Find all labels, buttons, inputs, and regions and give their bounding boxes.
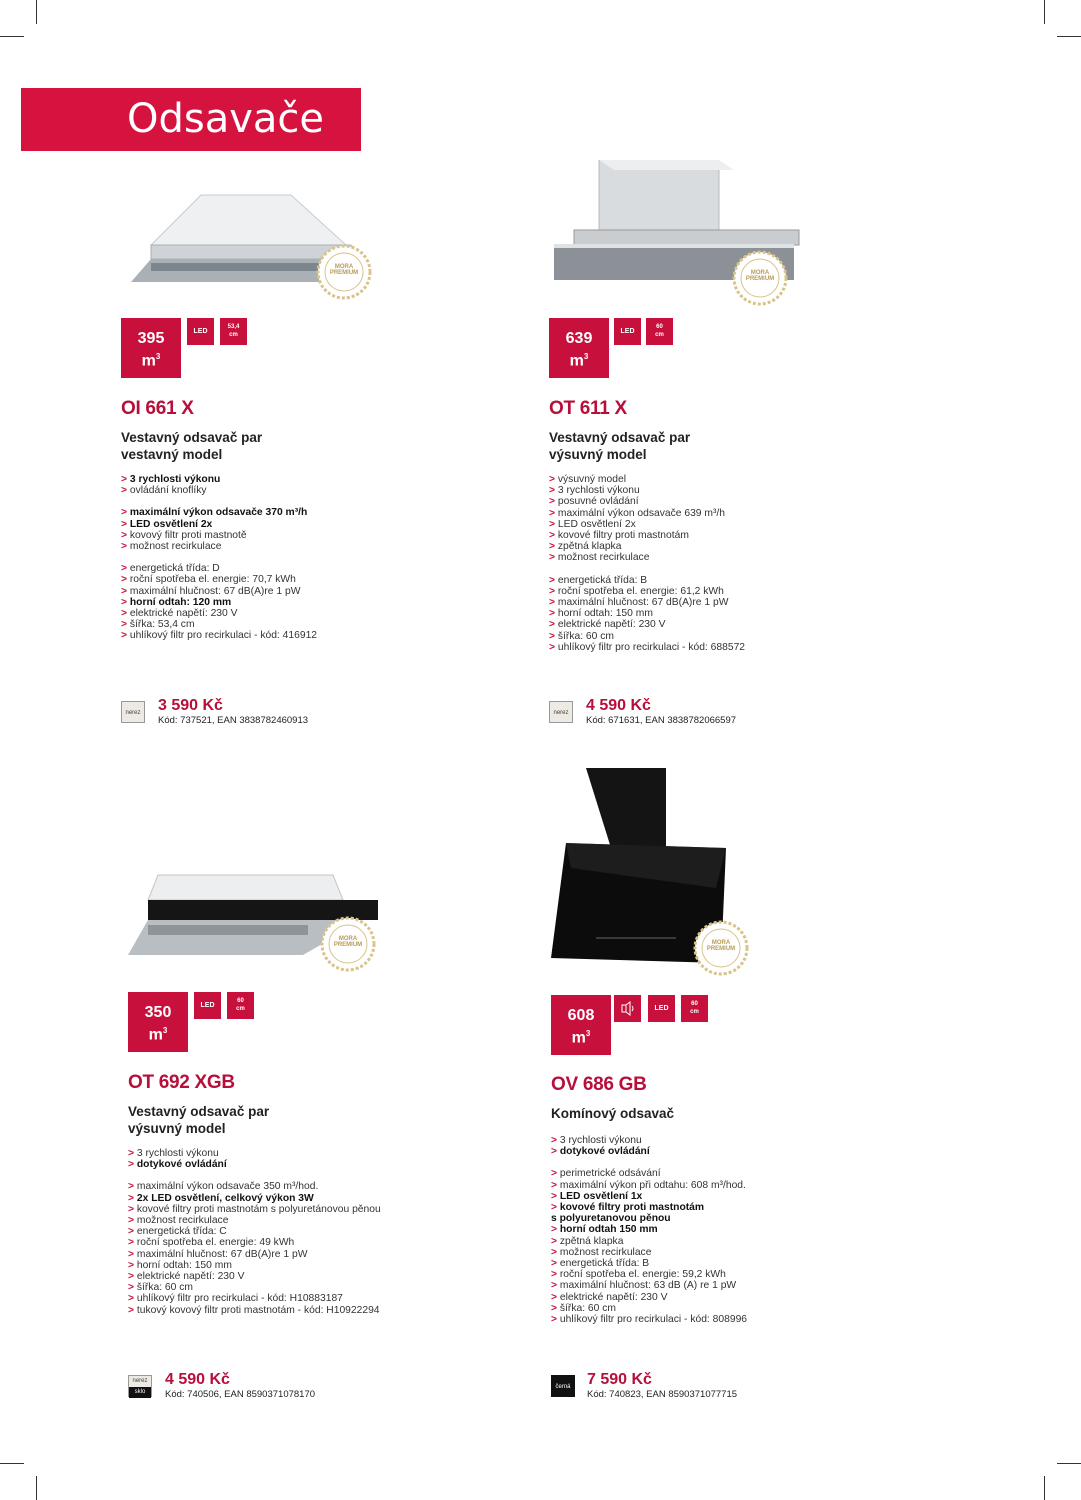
airflow-unit: m [148, 1026, 163, 1044]
spec-text: posuvné ovládání [557, 496, 639, 508]
spec-text: možnost recirkulace [136, 1215, 229, 1227]
spec-item [121, 630, 441, 641]
spec-item [549, 496, 869, 507]
spec-item [549, 586, 869, 597]
bullet-arrow-icon: > [549, 474, 558, 485]
spec-item [128, 1181, 448, 1192]
spec-item [551, 1202, 871, 1213]
bullet-arrow-icon: > [551, 1302, 560, 1314]
spec-text: šířka: 53,4 cm [129, 619, 195, 631]
spec-text: 3 rychlosti výkonu [136, 1148, 219, 1159]
spec-text: kovové filtry proti mastnotám s polyuretánovou pěnou [136, 1203, 381, 1215]
spec-text: perimetrické odsávání [559, 1168, 661, 1180]
airflow-badge [128, 992, 188, 1052]
spec-text: 3 rychlosti výkonu [557, 485, 640, 497]
bullet-arrow-icon: > [549, 608, 558, 620]
spec-item [549, 608, 869, 619]
spec-item [121, 541, 441, 552]
bullet-arrow-icon: > [128, 1271, 137, 1283]
spec-item [549, 575, 869, 586]
spec-text: maximální hlučnost: 67 dB(A)re 1 pW [129, 585, 301, 597]
spec-text: 3 rychlosti výkonu [559, 1135, 642, 1146]
bullet-arrow-icon: > [551, 1190, 560, 1202]
bullet-arrow-icon: > [128, 1215, 137, 1227]
airflow-badge [551, 995, 611, 1055]
airflow-unit-sup: 3 [583, 352, 589, 361]
spec-item [551, 1213, 871, 1224]
bullet-arrow-icon: > [121, 541, 130, 553]
product-subtitle [549, 429, 809, 463]
subtitle-line: Vestavný odsavač par [128, 1104, 270, 1119]
spec-item [549, 541, 869, 552]
spec-text: s polyuretanovou pěnou [551, 1213, 671, 1225]
spec-list [549, 474, 869, 653]
spec-item [121, 586, 441, 597]
bullet-arrow-icon: > [549, 496, 558, 508]
airflow-value: 639 [565, 330, 593, 347]
bullet-arrow-icon: > [551, 1258, 560, 1270]
page-title: Odsavače [21, 88, 361, 151]
spec-text: možnost recirkulace [557, 552, 650, 564]
spec-text: maximální výkon odsavače 350 m³/hod. [136, 1181, 319, 1193]
spec-item [121, 485, 441, 496]
spec-list [128, 1148, 448, 1316]
bullet-arrow-icon: > [551, 1291, 560, 1303]
width-unit: cm [690, 1009, 699, 1015]
spec-text: uhlíkový filtr pro recirkulaci - kód: H10883187 [136, 1293, 343, 1305]
spec-item [128, 1282, 448, 1293]
spec-text: 2x LED osvětlení, celkový výkon 3W [136, 1192, 314, 1204]
bullet-arrow-icon: > [121, 619, 130, 631]
spec-item [128, 1159, 448, 1170]
speaker-icon [614, 995, 641, 1022]
spec-text: ovládání knoflíky [129, 485, 207, 497]
bullet-arrow-icon: > [551, 1146, 560, 1158]
spec-item [551, 1236, 871, 1247]
spec-text: maximální hlučnost: 67 dB(A)re 1 pW [136, 1248, 308, 1260]
airflow-unit: m [571, 1029, 586, 1047]
crop-mark [0, 1463, 24, 1464]
spec-text: roční spotřeba el. energie: 61,2 kWh [557, 585, 724, 597]
spec-text: šířka: 60 cm [557, 630, 614, 642]
spec-gap [121, 496, 441, 507]
spec-text: roční spotřeba el. energie: 59,2 kWh [559, 1269, 726, 1281]
spec-text: LED osvětlení 2x [557, 518, 636, 530]
spec-item [128, 1293, 448, 1304]
product-subtitle [551, 1105, 811, 1122]
bullet-arrow-icon: > [121, 608, 130, 620]
product-model: OV 686 GB [551, 1074, 647, 1095]
spec-item [121, 574, 441, 585]
bullet-arrow-icon: > [549, 597, 558, 609]
bullet-arrow-icon: > [551, 1246, 560, 1258]
spec-item [551, 1180, 871, 1191]
bullet-arrow-icon: > [121, 563, 130, 575]
bullet-arrow-icon: > [551, 1280, 560, 1292]
bullet-arrow-icon: > [128, 1304, 137, 1316]
product-model: OT 611 X [549, 398, 627, 419]
product-card [128, 860, 591, 1410]
spec-item [551, 1314, 871, 1325]
crop-mark [1044, 0, 1045, 24]
width-unit: cm [655, 332, 664, 338]
spec-item [121, 530, 441, 541]
airflow-value: 350 [144, 1004, 172, 1021]
spec-text: energetická třída: B [557, 574, 648, 586]
color-swatch: černá [551, 1375, 575, 1397]
spec-item [551, 1292, 871, 1303]
bullet-arrow-icon: > [121, 474, 130, 485]
crop-mark [36, 0, 37, 24]
spec-item [551, 1280, 871, 1291]
spec-item [549, 519, 869, 530]
spec-text: maximální hlučnost: 63 dB (A) re 1 pW [559, 1280, 737, 1292]
width-value: 60 [691, 1001, 698, 1007]
spec-item [549, 508, 869, 519]
spec-text: elektrické napětí: 230 V [557, 619, 666, 631]
spec-item [128, 1305, 448, 1316]
spec-item [551, 1303, 871, 1314]
subtitle-line: Vestavný odsavač par [121, 430, 263, 445]
subtitle-line: Vestavný odsavač par [549, 430, 691, 445]
spec-item [128, 1271, 448, 1282]
spec-text: kovový filtr proti mastnotě [129, 529, 247, 541]
bullet-arrow-icon: > [128, 1237, 137, 1249]
spec-text: horní odtah: 150 mm [557, 608, 653, 620]
crop-mark [1044, 1476, 1045, 1500]
spec-item [549, 530, 869, 541]
bullet-arrow-icon: > [549, 630, 558, 642]
spec-item [121, 619, 441, 630]
width-value: 60 [237, 998, 244, 1004]
spec-text: elektrické napětí: 230 V [129, 608, 238, 620]
bullet-arrow-icon: > [551, 1235, 560, 1247]
width-unit: cm [236, 1006, 245, 1012]
product-code: Kód: 740506, EAN 8590371078170 [165, 1389, 316, 1400]
sound-icon [614, 995, 641, 1022]
spec-item [551, 1258, 871, 1269]
spec-item [128, 1260, 448, 1271]
product-price: 4 590 Kč [586, 697, 651, 714]
spec-text: maximální výkon odsavače 639 m³/h [557, 507, 725, 519]
bullet-arrow-icon: > [121, 485, 130, 497]
spec-text: energetická třída: D [129, 563, 220, 575]
product-subtitle [121, 429, 381, 463]
airflow-badge [549, 318, 609, 378]
bullet-arrow-icon: > [121, 507, 130, 519]
spec-text: výsuvný model [557, 474, 626, 485]
led-icon: LED [648, 995, 675, 1022]
bullet-arrow-icon: > [128, 1159, 137, 1171]
bullet-arrow-icon: > [128, 1148, 137, 1159]
product-card [551, 760, 1011, 1410]
spec-item [128, 1215, 448, 1226]
spec-text: maximální výkon odsavače 370 m³/h [129, 507, 308, 519]
width-icon [220, 318, 247, 345]
led-icon: LED [194, 992, 221, 1019]
bullet-arrow-icon: > [121, 529, 130, 541]
spec-item [128, 1249, 448, 1260]
spec-text: zpětná klapka [559, 1235, 624, 1247]
product-subtitle [128, 1103, 388, 1137]
spec-item [551, 1224, 871, 1235]
bullet-arrow-icon: > [128, 1293, 137, 1305]
subtitle-line: vestavný model [121, 447, 223, 462]
spec-text: zpětná klapka [557, 541, 622, 553]
width-icon [227, 992, 254, 1019]
spec-item [549, 597, 869, 608]
spec-text: uhlíkový filtr pro recirkulaci - kód: 808996 [559, 1314, 748, 1326]
premium-label: MORA PREMIUM [333, 936, 363, 948]
product-card [549, 160, 1009, 740]
spec-text: možnost recirkulace [129, 541, 222, 553]
bullet-arrow-icon: > [128, 1192, 137, 1204]
bullet-arrow-icon: > [551, 1135, 560, 1146]
spec-text: šířka: 60 cm [136, 1282, 193, 1294]
spec-text: horní odtah 150 mm [559, 1224, 658, 1236]
spec-gap [551, 1157, 871, 1168]
product-code: Kód: 740823, EAN 8590371077715 [587, 1389, 738, 1400]
bullet-arrow-icon: > [128, 1282, 137, 1294]
spec-text: tukový kovový filtr proti mastnotám - kód: H10922294 [136, 1304, 380, 1316]
bullet-arrow-icon: > [551, 1168, 560, 1180]
spec-text: LED osvětlení 1x [559, 1190, 643, 1202]
airflow-unit: m [141, 352, 156, 370]
spec-item [121, 597, 441, 608]
spec-text: šířka: 60 cm [559, 1302, 616, 1314]
spec-gap [549, 564, 869, 575]
spec-item [128, 1237, 448, 1248]
spec-text: 3 rychlosti výkonu [129, 474, 221, 485]
spec-text: LED osvětlení 2x [129, 518, 213, 530]
subtitle-line: výsuvný model [128, 1121, 226, 1136]
spec-text: horní odtah: 150 mm [136, 1259, 232, 1271]
bullet-arrow-icon: > [128, 1226, 137, 1238]
subtitle-line: Komínový odsavač [551, 1106, 675, 1121]
spec-item [551, 1247, 871, 1258]
spec-item [121, 474, 441, 485]
spec-text: maximální hlučnost: 67 dB(A)re 1 pW [557, 597, 729, 609]
bullet-arrow-icon: > [551, 1314, 560, 1326]
bullet-arrow-icon: > [549, 485, 558, 497]
premium-label: MORA PREMIUM [745, 270, 775, 282]
spec-text: kovové filtry proti mastnotám [559, 1202, 705, 1214]
product-price: 7 590 Kč [587, 1371, 652, 1388]
bullet-arrow-icon: > [121, 596, 130, 608]
spec-item [551, 1269, 871, 1280]
bullet-arrow-icon: > [128, 1181, 137, 1193]
spec-item [549, 642, 869, 653]
spec-item [128, 1204, 448, 1215]
spec-text: kovové filtry proti mastnotám [557, 530, 689, 542]
airflow-unit: m [569, 352, 584, 370]
spec-text: horní odtah: 120 mm [129, 596, 232, 608]
spec-item [121, 608, 441, 619]
bullet-arrow-icon: > [551, 1179, 560, 1191]
product-code: Kód: 737521, EAN 3838782460913 [158, 715, 309, 726]
bullet-arrow-icon: > [121, 630, 130, 642]
bullet-arrow-icon: > [121, 518, 130, 530]
bullet-arrow-icon: > [549, 585, 558, 597]
color-swatch-bottom: sklo [129, 1387, 151, 1398]
airflow-unit-sup: 3 [155, 352, 161, 361]
product-price: 3 590 Kč [158, 697, 223, 714]
spec-text: elektrické napětí: 230 V [136, 1271, 245, 1283]
width-value: 53,4 [227, 324, 240, 330]
bullet-arrow-icon: > [549, 619, 558, 631]
spec-text: maximální výkon při odtahu: 608 m³/hod. [559, 1179, 746, 1191]
spec-text: roční spotřeba el. energie: 70,7 kWh [129, 574, 296, 586]
color-swatch [128, 1375, 152, 1397]
crop-mark [1057, 36, 1081, 37]
bullet-arrow-icon: > [549, 552, 558, 564]
bullet-arrow-icon: > [128, 1259, 137, 1271]
width-icon [646, 318, 673, 345]
spec-item [128, 1193, 448, 1204]
spec-text: dotykové ovládání [136, 1159, 227, 1171]
airflow-value: 608 [567, 1007, 595, 1024]
spec-item [549, 485, 869, 496]
spec-item [551, 1191, 871, 1202]
product-model: OT 692 XGB [128, 1072, 235, 1093]
spec-item [551, 1168, 871, 1179]
spec-text: energetická třída: C [136, 1226, 227, 1238]
spec-item [128, 1148, 448, 1159]
premium-label: MORA PREMIUM [329, 264, 359, 276]
airflow-badge [121, 318, 181, 378]
width-unit: cm [229, 332, 238, 338]
led-icon: LED [614, 318, 641, 345]
spec-list [121, 474, 441, 642]
crop-mark [1057, 1463, 1081, 1464]
spec-gap [121, 552, 441, 563]
spec-text: uhlíkový filtr pro recirkulaci - kód: 688572 [557, 641, 746, 653]
led-icon: LED [187, 318, 214, 345]
spec-item [551, 1135, 871, 1146]
spec-item [549, 619, 869, 630]
spec-item [549, 552, 869, 563]
spec-text: uhlíkový filtr pro recirkulaci - kód: 416912 [129, 630, 318, 642]
spec-list [551, 1135, 871, 1325]
product-price: 4 590 Kč [165, 1371, 230, 1388]
spec-item [549, 474, 869, 485]
product-card [121, 160, 581, 740]
bullet-arrow-icon: > [549, 574, 558, 586]
spec-item [121, 519, 441, 530]
bullet-arrow-icon: > [128, 1203, 137, 1215]
spec-item [121, 507, 441, 518]
product-model: OI 661 X [121, 398, 194, 419]
spec-text: dotykové ovládání [559, 1146, 650, 1158]
spec-gap [128, 1170, 448, 1181]
color-swatch: nerez [121, 701, 145, 723]
bullet-arrow-icon: > [128, 1248, 137, 1260]
bullet-arrow-icon: > [551, 1224, 560, 1236]
spec-text: roční spotřeba el. energie: 49 kWh [136, 1237, 295, 1249]
spec-item [128, 1226, 448, 1237]
airflow-unit-sup: 3 [162, 1026, 168, 1035]
width-icon [681, 995, 708, 1022]
color-swatch: nerez [549, 701, 573, 723]
color-swatch-top: nerez [132, 1378, 148, 1384]
subtitle-line: výsuvný model [549, 447, 647, 462]
bullet-arrow-icon: > [121, 574, 130, 586]
spec-item [121, 563, 441, 574]
airflow-unit-sup: 3 [585, 1029, 591, 1038]
spec-item [549, 631, 869, 642]
product-code: Kód: 671631, EAN 3838782066597 [586, 715, 737, 726]
crop-mark [0, 36, 24, 37]
bullet-arrow-icon: > [121, 585, 130, 597]
bullet-arrow-icon: > [549, 507, 558, 519]
premium-label: MORA PREMIUM [706, 940, 736, 952]
bullet-arrow-icon: > [549, 518, 558, 530]
bullet-arrow-icon: > [549, 541, 558, 553]
spec-text: energetická třída: B [559, 1258, 650, 1270]
bullet-arrow-icon: > [551, 1202, 560, 1214]
crop-mark [36, 1476, 37, 1500]
spec-item [551, 1146, 871, 1157]
spec-text: elektrické napětí: 230 V [559, 1291, 668, 1303]
airflow-value: 395 [137, 330, 165, 347]
bullet-arrow-icon: > [551, 1269, 560, 1281]
width-value: 60 [656, 324, 663, 330]
bullet-arrow-icon: > [549, 641, 558, 653]
spec-text: možnost recirkulace [559, 1246, 652, 1258]
bullet-arrow-icon: > [549, 530, 558, 542]
